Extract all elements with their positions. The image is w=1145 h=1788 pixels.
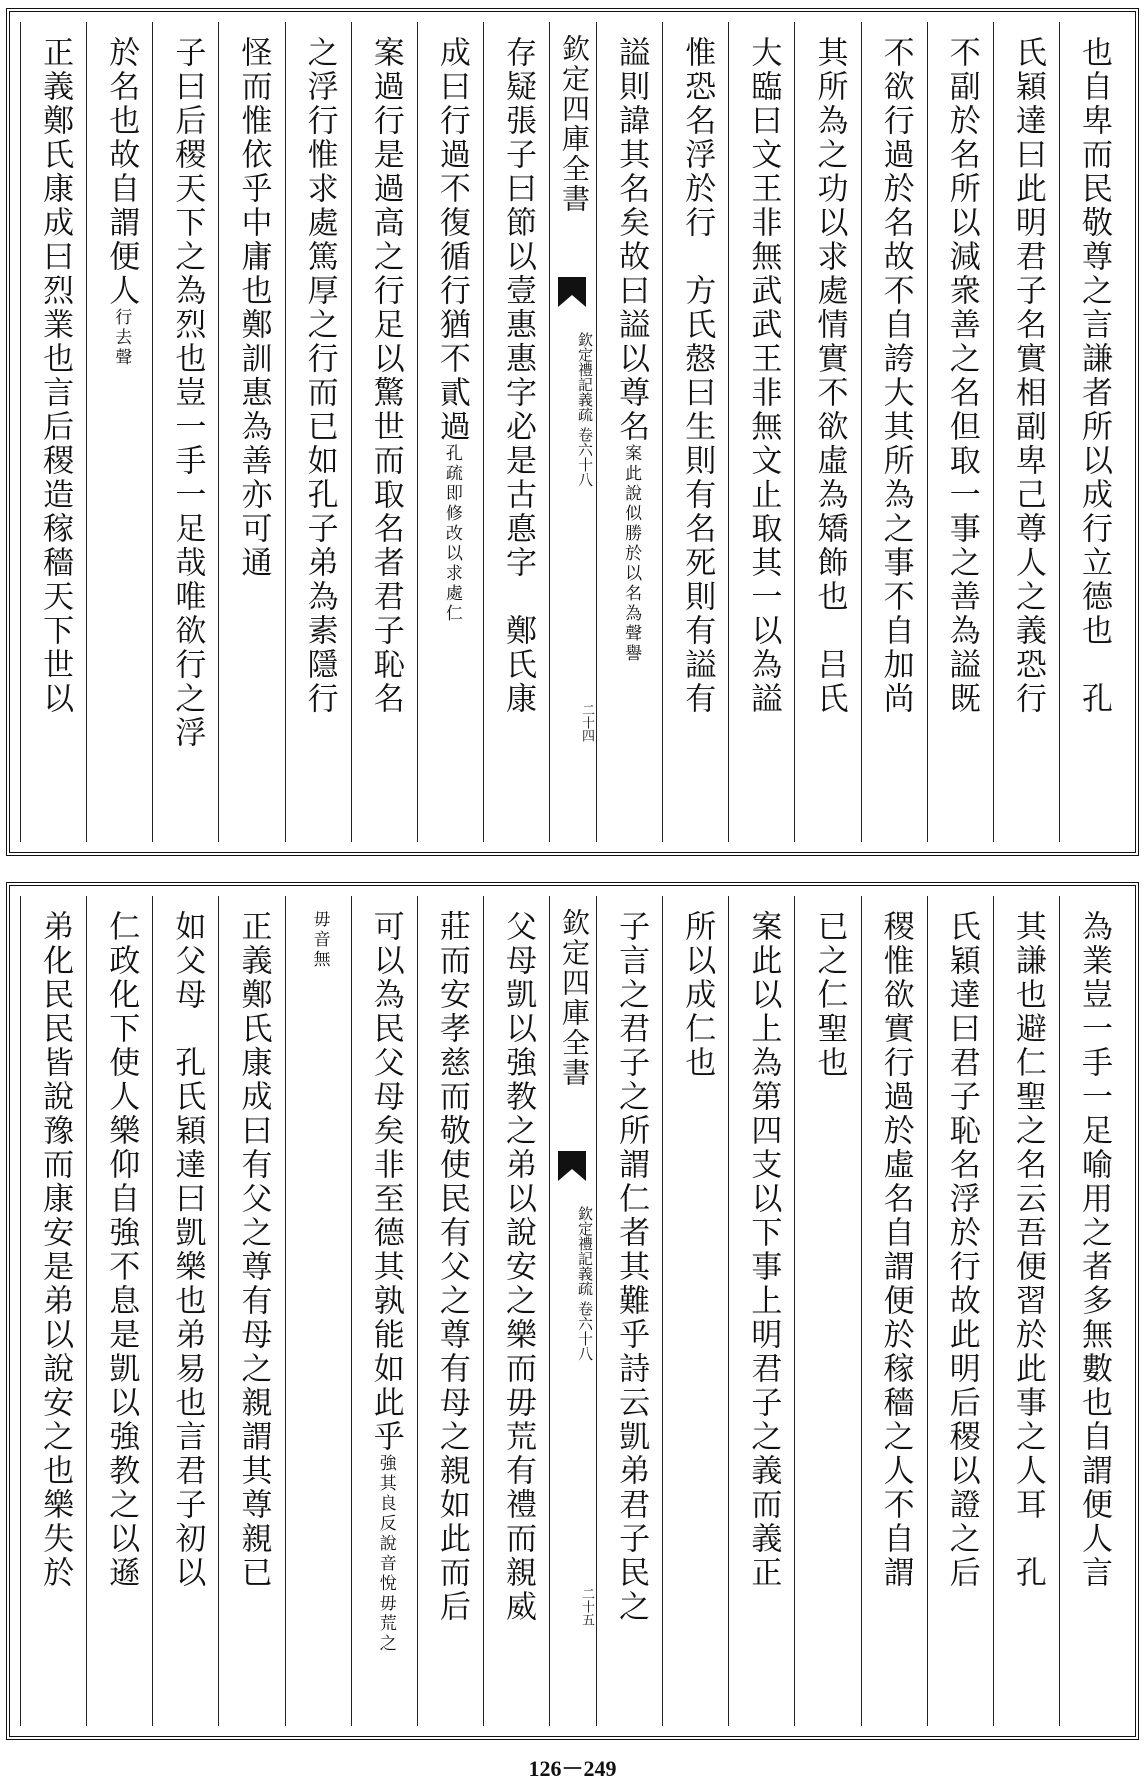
fish-tail-icon xyxy=(558,277,586,307)
text-column: 大臨曰文王非無武武王非無文止取其一以為謚 xyxy=(728,22,794,842)
text-column: 成曰行過不復循行猶不貳過孔疏即修改以求處仁 xyxy=(417,22,483,842)
text-column: 子曰后稷天下之為烈也豈一手一足哉唯欲行之浮 xyxy=(152,22,218,842)
text-column: 其謙也避仁聖之名云吾便習於此事之人耳 孔 xyxy=(993,896,1059,1726)
center-margin xyxy=(549,896,596,1726)
fish-tail-icon xyxy=(558,1151,586,1181)
text-column: 為業豈一手一足喻用之者多無數也自謂便人言 xyxy=(1059,896,1125,1726)
center-margin xyxy=(549,22,596,842)
bottom-columns xyxy=(20,896,1125,1726)
text-column: 不副於名所以減衆善之名但取一事之善為謚既 xyxy=(927,22,993,842)
text-column: 不欲行過於名故不自誇大其所為之事不自加尚 xyxy=(861,22,927,842)
annotation: 強其良反說音悅毋荒之 xyxy=(375,1454,396,1654)
text-column: 氏穎達曰此明君子名實相副卑己尊人之義恐行 xyxy=(993,22,1059,842)
text-column: 其所為之功以求處情實不欲虛為矯飾也 吕氏 xyxy=(794,22,860,842)
text-column: 已之仁聖也 xyxy=(794,896,860,1726)
top-page xyxy=(6,8,1139,856)
annotation: 案此說似勝於以名為聲譽 xyxy=(621,444,642,664)
page-footer-number: 126－249 xyxy=(528,1756,617,1781)
annotation: 孔疏即修改以求處仁 xyxy=(441,444,462,624)
text-column xyxy=(285,896,351,1726)
book-title: 欽定四庫全書 xyxy=(558,908,591,1088)
text-column: 子言之君子之所謂仁者其難乎詩云凱弟君子民之 xyxy=(596,896,662,1726)
text-column: 之浮行惟求處篤厚之行而已如孔子弟為素隱行 xyxy=(285,22,351,842)
leaf-number: 二十四 xyxy=(579,703,594,742)
text-column: 於名也故自謂便人行去聲 xyxy=(86,22,152,842)
annotation: 行去聲 xyxy=(111,308,132,368)
text-column: 正義鄭氏康成曰有父之尊有母之親謂其尊親已 xyxy=(218,896,284,1726)
text-column: 怪而惟依乎中庸也鄭訓惠為善亦可通 xyxy=(218,22,284,842)
text-column: 案此以上為第四支以下事上明君子之義而義正 xyxy=(728,896,794,1726)
top-columns xyxy=(20,22,1125,842)
text-column: 謚則諱其名矣故曰謚以尊名案此說似勝於以名為聲譽 xyxy=(596,22,662,842)
annotation: 毋音無 xyxy=(309,910,330,970)
text-column: 莊而安孝慈而敬使民有父之尊有母之親如此而后 xyxy=(417,896,483,1726)
text-column: 仁政化下使人樂仰自強不息是凱以強教之以遜 xyxy=(86,896,152,1726)
text-column: 弟化民民皆說豫而康安是弟以說安之也樂失於 xyxy=(20,896,86,1726)
leaf-number: 二十五 xyxy=(579,1587,594,1626)
text-column: 存疑張子曰節以壹惠惠字必是古悳字 鄭氏康 xyxy=(483,22,549,842)
text-column: 也自卑而民敬尊之言謙者所以成行立德也 孔 xyxy=(1059,22,1125,842)
volume-title: 欽定禮記義疏 卷六十八 xyxy=(576,332,594,487)
book-title: 欽定四庫全書 xyxy=(558,34,591,214)
text-column: 所以成仁也 xyxy=(662,896,728,1726)
bottom-page xyxy=(6,882,1139,1740)
text-column: 惟恐名浮於行 方氏慤曰生則有名死則有謚有 xyxy=(662,22,728,842)
text-column: 正義鄭氏康成曰烈業也言后稷造稼穡天下世以 xyxy=(20,22,86,842)
text-column: 氏穎達曰君子恥名浮於行故此明后稷以證之后 xyxy=(927,896,993,1726)
text-column: 可以為民父母矣非至德其孰能如此乎強其良反說音悅毋荒之 xyxy=(351,896,417,1726)
text-column: 如父母 孔氏穎達曰凱樂也弟易也言君子初以 xyxy=(152,896,218,1726)
text-column: 稷惟欲實行過於虛名自謂便於稼穡之人不自謂 xyxy=(861,896,927,1726)
text-column: 案過行是過高之行足以驚世而取名者君子恥名 xyxy=(351,22,417,842)
volume-title: 欽定禮記義疏 卷六十八 xyxy=(576,1206,594,1361)
text-column: 父母凱以強教之弟以說安之樂而毋荒有禮而親威 xyxy=(483,896,549,1726)
